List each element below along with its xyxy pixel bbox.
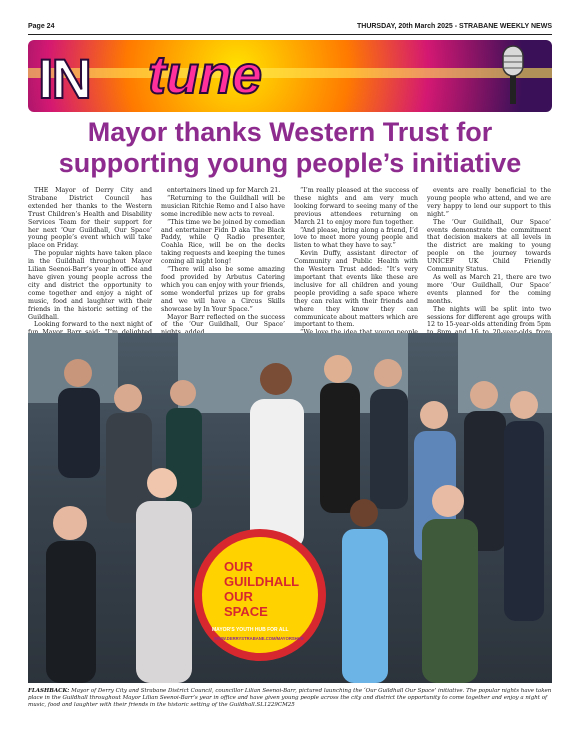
headline-line-2: supporting young people’s initiative bbox=[58, 148, 522, 178]
our-guildhall-sign bbox=[194, 529, 326, 661]
paragraph: The nights will be split into two sessions for different age groups with 12 to 15-year-olds attending from 5pm bbox=[427, 305, 551, 329]
sign-line-3: OUR bbox=[224, 589, 253, 604]
paragraph: Mayor Barr reflected on the success of the ‘Our Guildhall, Our Space’ bbox=[161, 313, 285, 329]
paragraph: “I’m really pleased at the success of these nights and am very much looking forward to seeing many of the previous attendees returning on March 21 to enjoy more fun together. bbox=[294, 187, 418, 226]
headline-line-1: Mayor thanks Western Trust for bbox=[87, 117, 493, 147]
banner-stripe bbox=[28, 68, 552, 78]
paragraph: As well as March 21, there are two more ‘Our Guildhall, Our Space’ events planned for the coming months. bbox=[427, 273, 551, 305]
group-photo-illustration bbox=[28, 333, 552, 683]
sign-line-2: GUILDHALL bbox=[224, 574, 300, 589]
microphone-icon bbox=[496, 44, 530, 108]
sign-line-4: SPACE bbox=[224, 604, 268, 619]
intune-banner bbox=[28, 40, 552, 112]
page-number: Page 24 bbox=[28, 23, 55, 30]
paragraph: “There will also be some amazing food provided by Arbutus Catering which you can enjoy with your friends, some wonderful prizes up for grabs and we will have a Circus Skills showcase by In Your Space.” bbox=[161, 266, 285, 313]
paragraph: “This time we be joined by comedian and entertainer Fidn D aka The Black Paddy, while Q Radio presenter, Coahla Rice, will be on the decks taking requests and keeping the tunes coming all night long! bbox=[161, 218, 285, 266]
banner-logo-in: IN bbox=[38, 47, 90, 110]
caption-lead: FLASHBACK: bbox=[28, 688, 70, 694]
sign-tagline: MAYOR'S YOUTH HUB FOR ALL bbox=[212, 627, 289, 633]
article-body bbox=[28, 187, 552, 329]
banner-logo-tune: tune bbox=[148, 45, 262, 105]
paragraph: The popular nights have taken place in the Guildhall throughout Mayor Lilian Seenoi-Barr’s year in office and have given young people across the city and district the opportunity to come together and enjoy a night of music, food and laughter with their friends in the historic setting of the Guildhall. bbox=[28, 250, 152, 321]
paragraph: Kevin Duffy, assistant director of Community and Public Health with the Western Trust added: “It’s very important that events like these are inclusive for all children and young people providing a safe space where they can relax with their friends and where they know they can communicate about matters which are important to them. bbox=[294, 250, 418, 329]
paragraph: “Returning to the Guildhall will be musician Ritchie Remo and I also have some incredible new acts to reveal. bbox=[161, 194, 285, 218]
paragraph: The ‘Our Guildhall, Our Space’ events demonstrate the commitment that decision makers at all levels in the district are making to young people on the journey towards UNICEF UK Child Friendly Community Status. bbox=[427, 218, 551, 274]
issue-date: THURSDAY, 20th March 2025 - STRABANE WEEKLY NEWS bbox=[356, 23, 552, 30]
caption-text: Mayor of Derry City and Strabane District Council, councillor Lilian Seenoi-Barr, pictured launching the ‘Our Guildhall Our Space’ initiative. The popular nights have taken place in the Guildhall throughout Mayor Lilian Seenoi-Barr’s year in office and have given young people across the city and district the opportunity to come together and enjoy a night of music, food and laughter with their friends in the historic setting of the Guildhall.SL1229CM25 bbox=[28, 688, 552, 708]
article-headline bbox=[28, 117, 552, 179]
sign-url: WWW.DERRYSTRABANE.COM/MAYORSHUB bbox=[214, 636, 304, 641]
group-photo bbox=[28, 333, 552, 683]
paragraph: THE Mayor of Derry City and Strabane District Council has extended her thanks to the Western Trust Children’s Health and Disability Services Team for their support for her next ‘Our Guildhall, Our Space’ young people’s event which will take place on Friday. bbox=[28, 187, 152, 250]
paragraph: entertainers lined up for March 21. bbox=[167, 187, 281, 194]
paragraph: Looking forward to the next night of bbox=[34, 321, 152, 329]
sign-line-1: OUR bbox=[224, 559, 253, 574]
page-header bbox=[28, 22, 552, 35]
photo-caption bbox=[28, 688, 552, 709]
paragraph: “And please, bring along a friend, I’d love to meet more young people and listen to what they have to say.” bbox=[294, 226, 418, 250]
paragraph: events are really beneficial to the young people who attend, and we are very happy to lend our support to this night.” bbox=[427, 187, 551, 218]
